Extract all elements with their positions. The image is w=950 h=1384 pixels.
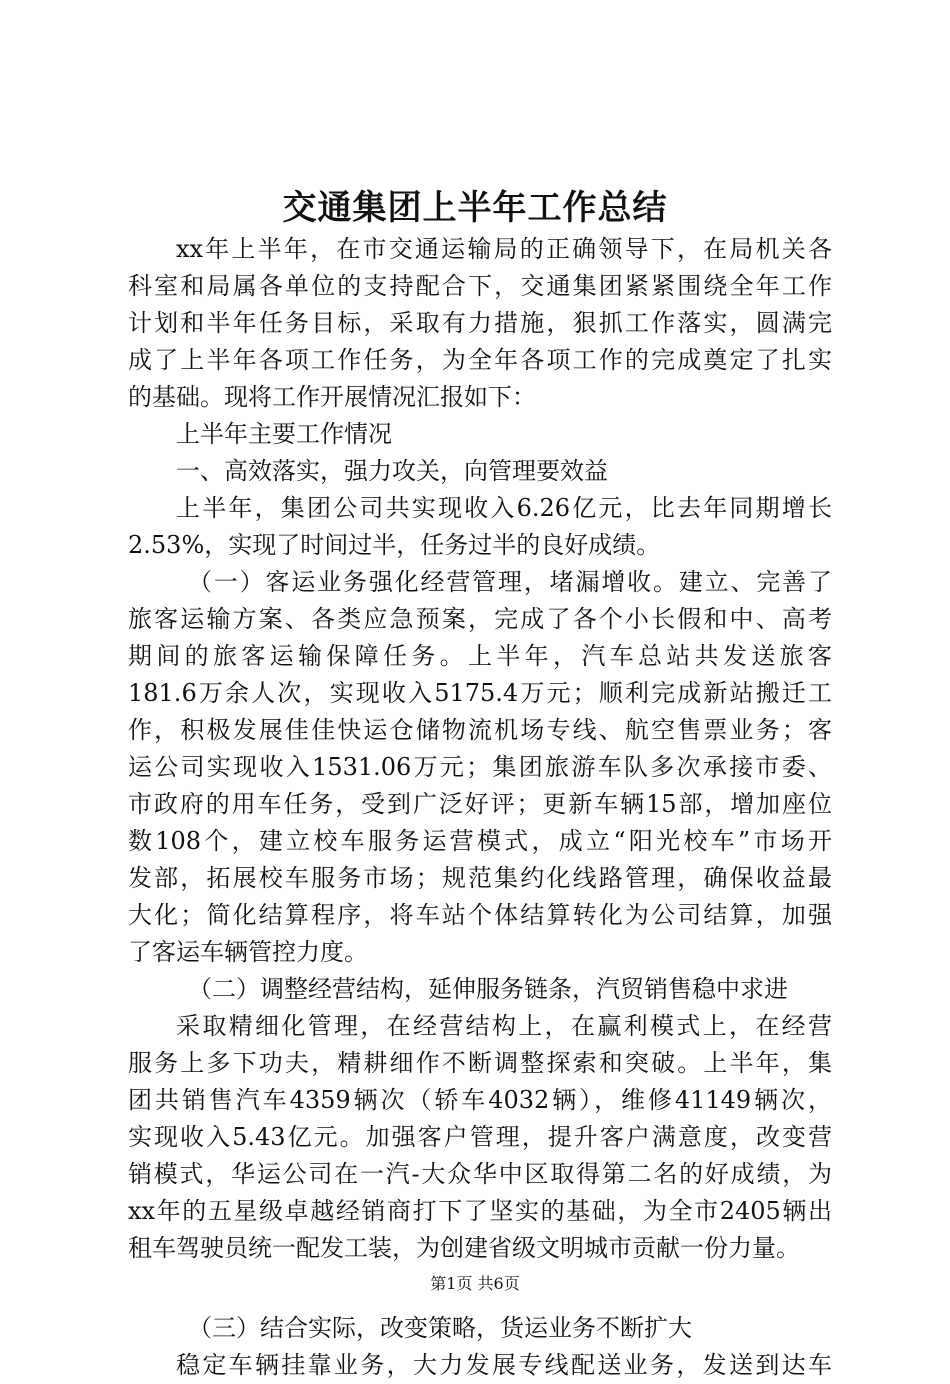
paragraph-line: 服务上多下功夫，精耕细作不断调整探索和突破。上半年，集 bbox=[128, 1049, 832, 1077]
paragraph-line: 科室和局属各单位的支持配合下，交通集团紧紧围绕全年工作 bbox=[128, 272, 832, 300]
paragraph-line: xx年上半年，在市交通运输局的正确领导下，在局机关各 bbox=[176, 235, 832, 263]
paragraph-line: 市政府的用车任务，受到广泛好评；更新车辆15部，增加座位 bbox=[128, 790, 832, 818]
page-number: 第1页 共6页 bbox=[430, 1274, 520, 1293]
section-heading: 上半年主要工作情况 bbox=[176, 420, 392, 448]
paragraph-line: 租车驾驶员统一配发工装，为创建省级文明城市贡献一份力量。 bbox=[128, 1234, 800, 1262]
paragraph-line: （一）客运业务强化经营管理，堵漏增收。建立、完善了 bbox=[188, 568, 832, 596]
paragraph-line: 数108个，建立校车服务运营模式，成立“阳光校车”市场开 bbox=[128, 827, 832, 855]
paragraph-line: 运公司实现收入1531.06万元；集团旅游车队多次承接市委、 bbox=[128, 753, 832, 781]
paragraph-line: 成了上半年各项工作任务，为全年各项工作的完成奠定了扎实 bbox=[128, 346, 832, 374]
section-heading: 一、高效落实，强力攻关，向管理要效益 bbox=[176, 457, 608, 485]
section-heading: （三）结合实际，改变策略，货运业务不断扩大 bbox=[188, 1314, 692, 1342]
paragraph-line: 稳定车辆挂靠业务，大力发展专线配送业务，发送到达车 bbox=[176, 1351, 832, 1379]
paragraph-line: xx年的五星级卓越经销商打下了坚实的基础，为全市2405辆出 bbox=[128, 1197, 832, 1225]
paragraph-line: 采取精细化管理，在经营结构上，在赢利模式上，在经营 bbox=[176, 1012, 832, 1040]
paragraph-line: 实现收入5.43亿元。加强客户管理，提升客户满意度，改变营 bbox=[128, 1123, 832, 1151]
paragraph-line: 计划和半年任务目标，采取有力措施，狠抓工作落实，圆满完 bbox=[128, 309, 832, 337]
document-body bbox=[128, 231, 832, 1384]
section-heading: （二）调整经营结构，延伸服务链条，汽贸销售稳中求进 bbox=[188, 975, 788, 1003]
paragraph-line: 发部，拓展校车服务市场；规范集约化线路管理，确保收益最 bbox=[128, 864, 832, 892]
paragraph-line: 旅客运输方案、各类应急预案，完成了各个小长假和中、高考 bbox=[128, 605, 832, 633]
paragraph-line: 181.6万余人次，实现收入5175.4万元；顺利完成新站搬迁工 bbox=[128, 679, 832, 707]
paragraph-line: 的基础。现将工作开展情况汇报如下： bbox=[128, 383, 536, 411]
paragraph-line: 了客运车辆管控力度。 bbox=[128, 938, 368, 966]
paragraph-line: 期间的旅客运输保障任务。上半年，汽车总站共发送旅客 bbox=[128, 642, 832, 670]
paragraph-line: 销模式，华运公司在一汽-大众华中区取得第二名的好成绩，为 bbox=[128, 1160, 832, 1188]
document-title: 交通集团上半年工作总结 bbox=[282, 188, 668, 228]
paragraph-line: 作，积极发展佳佳快运仓储物流机场专线、航空售票业务；客 bbox=[128, 716, 832, 744]
paragraph-line: 上半年，集团公司共实现收入6.26亿元，比去年同期增长 bbox=[176, 494, 832, 522]
paragraph-line: 团共销售汽车4359辆次（轿车4032辆），维修41149辆次， bbox=[128, 1086, 832, 1114]
paragraph-line: 大化；简化结算程序，将车站个体结算转化为公司结算，加强 bbox=[128, 901, 832, 929]
paragraph-line: 2.53%，实现了时间过半，任务过半的良好成绩。 bbox=[128, 531, 661, 559]
